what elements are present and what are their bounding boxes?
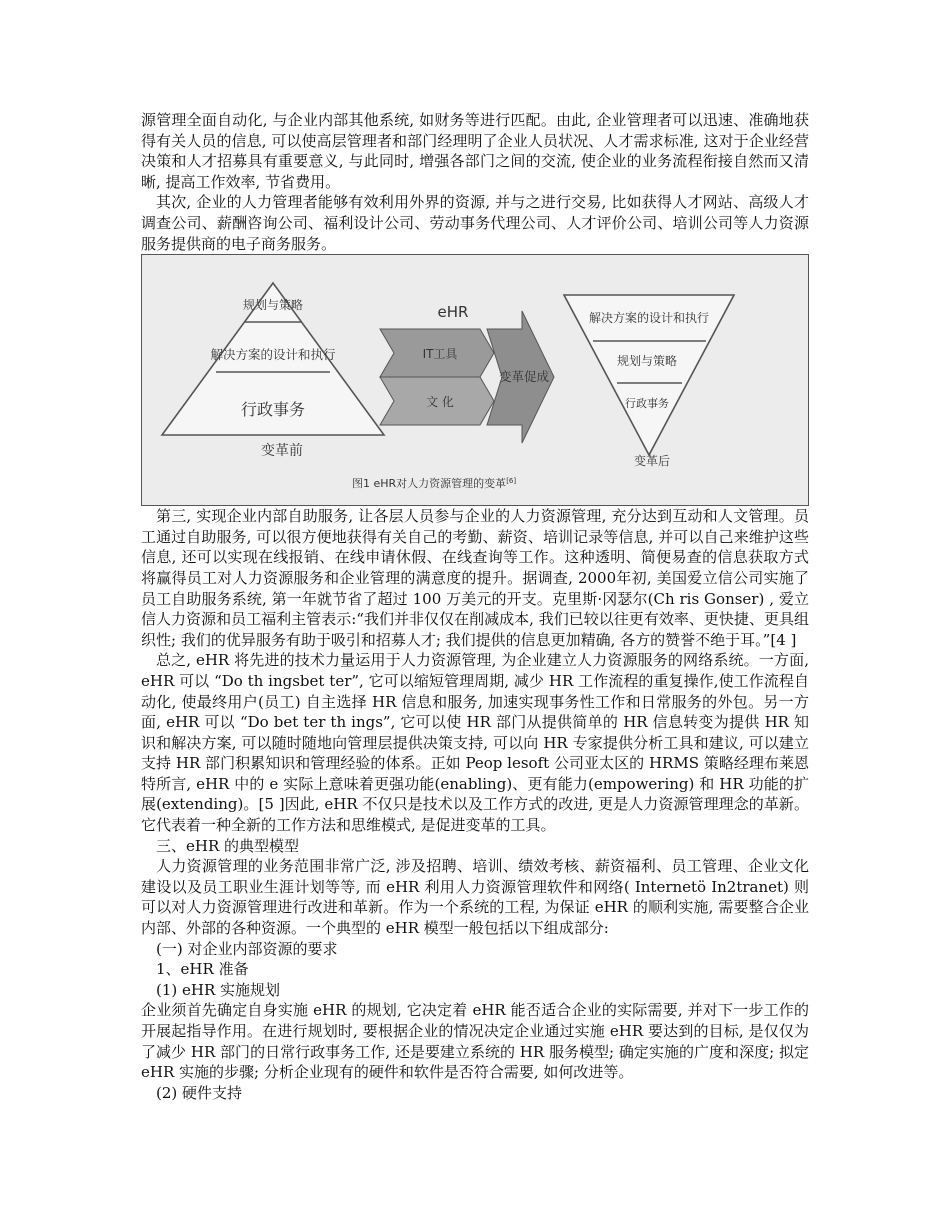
subheading-hardware-support: (2) 硬件支持 [156, 1083, 243, 1102]
paragraph-4: 总之, eHR 将先进的技术力量运用于人力资源管理, 为企业建立人力资源服务的网络系统。一方面, eHR 可以 “Do th ingsbet ter”, 它可以缩短管理周期, 减少 HR 工作流程的重复操作,使工作流程自动化, 使最终用户(员工) 自主选择 HR 信息和服务, 加速实现事务性工作和日常服务的外包。另一方面, eHR 可以 “Do bet ter th ings”, 它可以使 HR 部门从提供简单的 HR 信息转变为提供 HR 知识和解决方案, 可以随时随地向管理层提供决策支持, 可以向 HR 专家提供分析工具和建议, 可以建立支持 HR 部门积累知识和管理经验的体系。正如 Peop lesoft 公司亚太区的 HRMS 策略经理布莱恩特所言, eHR 中的 e 实际上意味着更强功能(enabling)、更有能力(empowering) 和 HR 功能的扩展(extending)。[5 ]因此, eHR 不仅只是技术以及工作方式的改进, 更是人力资源管理理念的革新。它代表着一种全新的工作方法和思维模式, 是促进变革的工具。 [141, 651, 809, 835]
pyramid-bottom-label: 行政事务 [240, 400, 306, 420]
pyramid-before [162, 283, 384, 459]
paragraph-5: 人力资源管理的业务范围非常广泛, 涉及招聘、培训、绩效考核、薪资福利、员工管理、企业文化建设以及员工职业生涯计划等等, 而 eHR 利用人力资源管理软件和网络( Internetö In2tranet) 则可以对人力资源管理进行改进和革新。作为一个系统的工程, 为保证 eHR 的顺利实施, 需要整合企业内部、外部的各种资源。一个典型的 eHR 模型一般包括以下组成部分: [141, 857, 809, 938]
arrow-culture: 文 化 [426, 395, 454, 410]
pyramid-mid-label: 解决方案的设计和执行 [210, 347, 336, 363]
before-caption: 变革前 [261, 443, 303, 460]
ehr-arrows [380, 303, 554, 443]
subheading-ehr-preparation: 1、eHR 准备 [156, 960, 249, 979]
figure-ehr-transformation [141, 254, 809, 506]
inverted-bottom-label: 行政事务 [625, 397, 669, 411]
section-heading-3: 三、eHR 的典型模型 [156, 836, 300, 855]
arrow-it-tools: IT工具 [422, 347, 458, 362]
after-caption: 变革后 [633, 454, 671, 469]
paragraph-1: 源管理全面自动化, 与企业内部其他系统, 如财务等进行匹配。由此, 企业管理者可以迅速、准确地获得有关人员的信息, 可以使高层管理者和部门经理明了企业人员状况、人才需求标准, 这对于企业经营决策和人才招募具有重要意义, 与此同时, 增强各部门之间的交流, 使企业的业务流程衔接自然而又清晰, 提高工作效率, 节省费用。 [141, 111, 809, 191]
figure-caption: 图1 eHR对人力资源管理的变革[6] [352, 477, 517, 491]
paragraph-3: 第三, 实现企业内部自助服务, 让各层人员参与企业的人力资源管理, 充分达到互动和人文管理。员工通过自助服务, 可以很方便地获得有关自己的考勤、薪资、培训记录等信息, 并可以自己来维护这些信息, 还可以实现在线报销、在线申请休假、在线查询等工作。这种透明、简便易查的信息获取方式将赢得员工对人力资源服务和企业管理的满意度的提升。据调查, 2000年初, 美国爱立信公司实施了员工自助服务系统, 第一年就节省了超过 100 万美元的开支。克里斯·冈瑟尔(Ch ris Gonser) , 爱立信人力资源和员工福利主管表示:“我们并非仅仅在削减成本, 我们已较以往更有效率、更快捷、更具组织性; 我们的优异服务有助于吸引和招募人才; 我们提供的信息更加精确, 各方的赞誉不绝于耳。”[4 ] [141, 507, 809, 649]
pyramid-after [564, 295, 734, 468]
paragraph-6: 企业须首先确定自身实施 eHR 的规划, 它决定着 eHR 能否适合企业的实际需要, 并对下一步工作的开展起指导作用。在进行规划时, 要根据企业的情况决定企业通过实施 eHR 要达到的目标, 是仅仅为了减少 HR 部门的日常行政事务工作, 还是要建立系统的 HR 服务模型; 确定实施的广度和深度; 拟定 eHR 实施的步骤; 分析企业现有的硬件和软件是否符合需要, 如何改进等。 [141, 1001, 809, 1082]
ehr-label: eHR [437, 303, 469, 322]
inverted-mid-label: 规划与策略 [616, 354, 678, 369]
document-page [141, 110, 809, 1103]
subheading-ehr-planning: (1) eHR 实施规划 [156, 980, 281, 999]
paragraph-2: 其次, 企业的人力管理者能够有效利用外界的资源, 并与之进行交易, 比如获得人才网站、高级人才调查公司、薪酬咨询公司、福利设计公司、劳动事务代理公司、人才评价公司、培训公司等人力资源服务提供商的电子商务服务。 [141, 193, 809, 253]
pyramid-top-label: 规划与策略 [242, 298, 304, 313]
inverted-top-label: 解决方案的设计和执行 [588, 311, 710, 326]
arrow-change-enabler: 变革促成 [498, 369, 550, 385]
subheading-internal-resources: (一) 对企业内部资源的要求 [156, 939, 338, 958]
